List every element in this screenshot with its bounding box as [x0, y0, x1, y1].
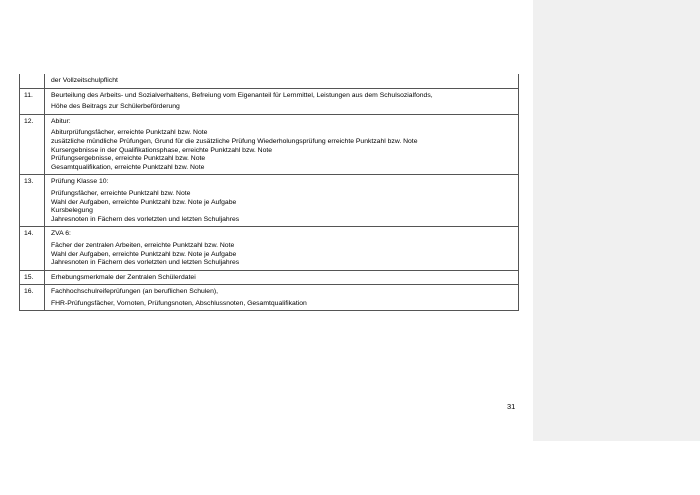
text-line: Fächer der zentralen Arbeiten, erreichte Punktzahl bzw. Note: [51, 241, 235, 249]
row-number: 12.: [20, 114, 45, 175]
text-line: Jahresnoten in Fächern des vorletzten und letzten Schuljahres: [51, 215, 240, 223]
row-text: [45, 227, 519, 270]
table-row: [20, 88, 519, 114]
text-line: Gesamtqualifikation, erreichte Punktzahl bzw. Note: [51, 163, 205, 171]
row-number: 11.: [20, 88, 45, 114]
text-line: Abiturprüfungsfächer, erreichte Punktzahl bzw. Note: [51, 129, 208, 137]
row-number: 14.: [20, 227, 45, 270]
text-line: Kursbelegung: [51, 207, 93, 215]
row-text: [45, 285, 519, 311]
row-number: 16.: [20, 285, 45, 311]
text-line: Wahl der Aufgaben, erreichte Punktzahl bzw. Note je Aufgabe: [51, 250, 237, 258]
text-line: zusätzliche mündliche Prüfungen, Grund für die zusätzliche Prüfung Wiederholungsprüfung erreichte Punktzahl bzw. Note: [51, 137, 418, 145]
comment-margin: [533, 0, 700, 441]
table-row: [20, 270, 519, 285]
text-line: Beurteilung des Arbeits- und Sozialverhaltens, Befreiung vom Eigenanteil für Lernmittel, Leistungen aus dem Schulsozialfonds,: [51, 91, 433, 99]
text-line: Erhebungsmerkmale der Zentralen Schülerdatei: [51, 273, 196, 281]
text-line: Prüfungsergebnisse, erreichte Punktzahl bzw. Note: [51, 155, 206, 163]
row-text: [45, 88, 519, 114]
row-number: [20, 74, 45, 88]
text-line: Kursergebnisse in der Qualifikationsphase, erreichte Punktzahl bzw. Note: [51, 146, 273, 154]
table-row: [20, 227, 519, 270]
row-text: [45, 175, 519, 227]
text-line: Abitur:: [51, 117, 71, 125]
table-row: [20, 114, 519, 175]
text-line: Wahl der Aufgaben, erreichte Punktzahl bzw. Note je Aufgabe: [51, 198, 237, 206]
table-row: [20, 285, 519, 311]
row-text: [45, 270, 519, 285]
text-line: Höhe des Beitrags zur Schülerbeförderung: [51, 103, 180, 111]
text-line: FHR-Prüfungsfächer, Vornoten, Prüfungsnoten, Abschlussnoten, Gesamtqualifikation: [51, 299, 307, 307]
text-line: Jahresnoten in Fächern des vorletzten und letzten Schuljahres: [51, 259, 240, 267]
text-line: Prüfung Klasse 10:: [51, 178, 109, 186]
text-line: Prüfungsfächer, erreichte Punktzahl bzw. Note: [51, 189, 191, 197]
row-number: 15.: [20, 270, 45, 285]
table-row: [20, 175, 519, 227]
row-text: [45, 114, 519, 175]
text-line: ZVA 6:: [51, 230, 71, 238]
text-line: der Vollzeitschulpflicht: [51, 77, 118, 84]
row-text: [45, 74, 519, 88]
page-number: 31: [507, 402, 516, 411]
row-number: 13.: [20, 175, 45, 227]
text-line: Fachhochschulreifeprüfungen (an beruflichen Schulen),: [51, 288, 219, 296]
content-table: [19, 74, 519, 311]
table-row: [20, 74, 519, 88]
